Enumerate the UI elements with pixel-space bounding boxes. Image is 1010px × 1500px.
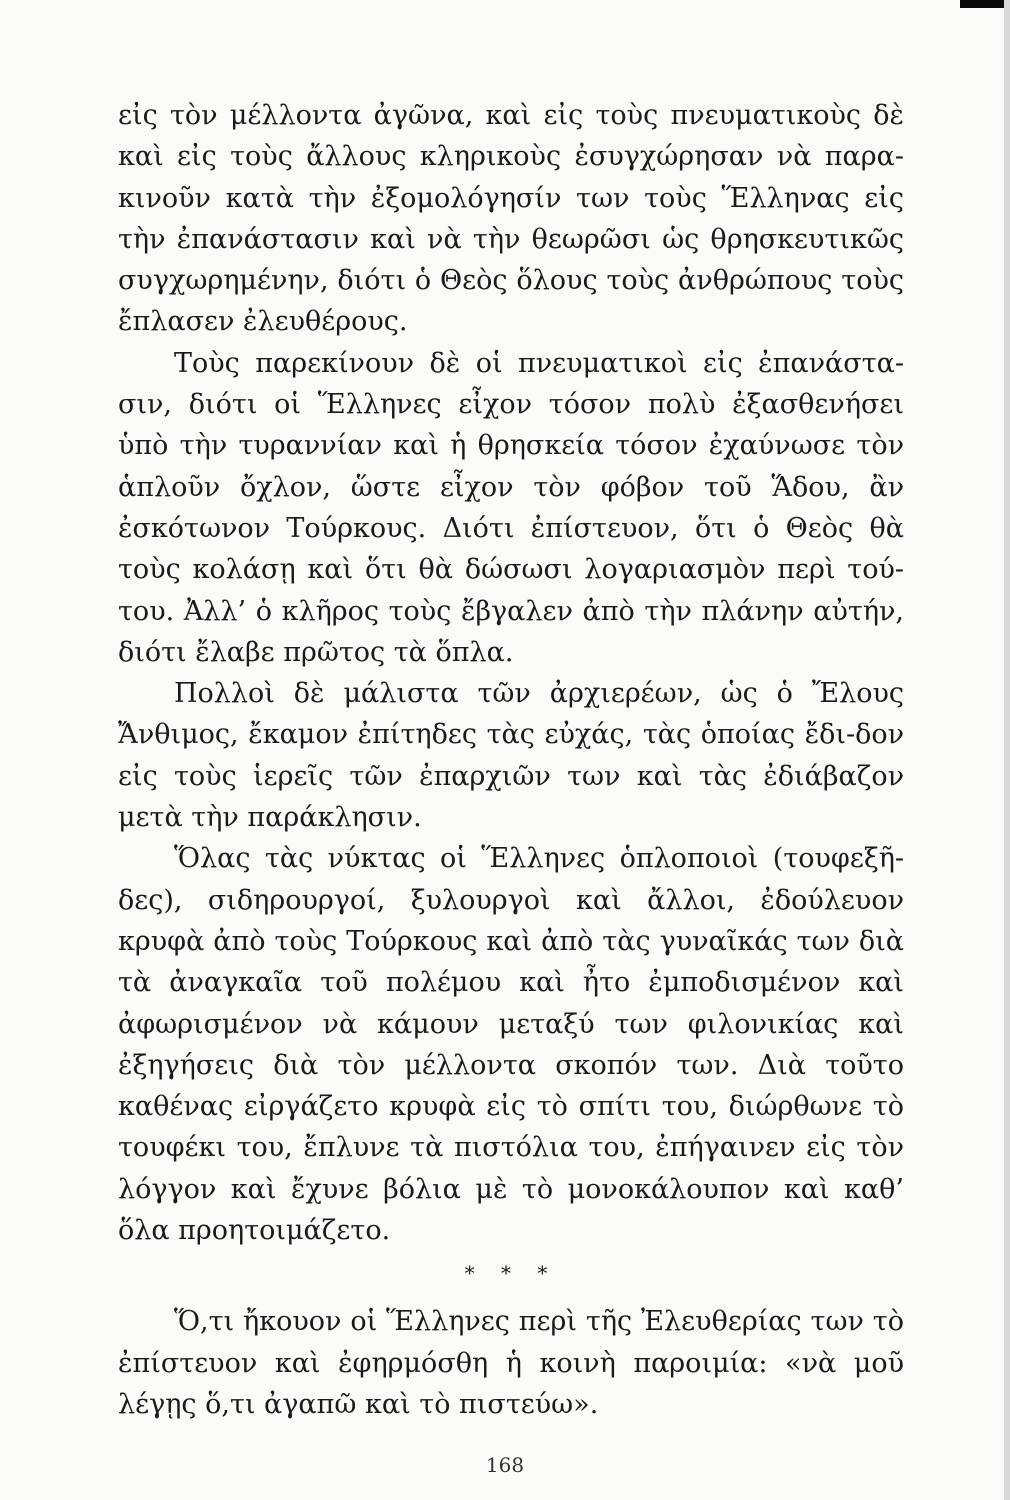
page-body [118, 95, 904, 1425]
paragraph: Ὅ,τι ἤκουον οἱ Ἕλληνες περὶ τῆς Ἐλευθερίας των τὸ ἐπίστευον καὶ ἐφηρμόσθη ἡ κοινὴ παροιμία: «νὰ μοῦ λέγῃς ὅ,τι ἀγαπῶ καὶ τὸ πιστεύω». [118, 1306, 904, 1420]
scan-edge-mark [960, 0, 1010, 8]
paragraph: Τοὺς παρεκίνουν δὲ οἱ πνευματικοὶ εἰς ἐπανάστα-σιν, διότι οἱ Ἕλληνες εἶχον τόσον πολὺ ἐξασθενήσει ὑπὸ τὴν τυραννίαν καὶ ἡ θρησκεία τόσον ἐχαύνωσε τὸν ἁπλοῦν ὄχλον, ὥστε εἶχον τὸν φόβον τοῦ Ἅδου, ἂν ἐσκότωνον Τούρκους. Διότι ἐπίστευον, ὅτι ὁ Θεὸς θὰ τοὺς κολάσῃ καὶ ὅτι θὰ δώσωσι λογαριασμὸν περὶ τού-του. Ἀλλ’ ὁ κλῆρος τοὺς ἔβγαλεν ἀπὸ τὴν πλάνην αὐτήν, διότι ἔλαβε πρῶτος τὰ ὅπλα. [118, 347, 904, 668]
page-number: 168 [485, 1453, 525, 1477]
paragraph: Πολλοὶ δὲ μάλιστα τῶν ἀρχιερέων, ὡς ὁ Ἔλους Ἄνθιμος, ἔκαμον ἐπίτηδες τὰς εὐχάς, τὰς ὁποίας ἔδι-δον εἰς τοὺς ἱερεῖς τῶν ἐπαρχιῶν των καὶ τὰς ἐδιάβαζον μετὰ τὴν παράκλησιν. [118, 678, 904, 834]
section-separator: * * * [464, 1261, 558, 1286]
paragraph-continued: εἰς τὸν μέλλοντα ἀγῶνα, καὶ εἰς τοὺς πνευματικοὺς δὲ καὶ εἰς τοὺς ἄλλους κληρικοὺς ἐσυγχώρησαν νὰ παρα-κινοῦν κατὰ τὴν ἐξομολόγησίν των τοὺς Ἕλληνας εἰς τὴν ἐπανάστασιν καὶ νὰ τὴν θεωρῶσι ὡς θρησκευτικῶς συγχωρημένην, διότι ὁ Θεὸς ὅλους τοὺς ἀνθρώπους τοὺς ἔπλασεν ἐλευθέρους. [118, 100, 904, 338]
scan-edge-shadow [1004, 0, 1010, 1500]
paragraph: Ὅλας τὰς νύκτας οἱ Ἕλληνες ὁπλοποιοὶ (τουφεξῆ-δες), σιδηρουργοί, ξυλουργοὶ καὶ ἄλλοι, ἐδούλευον κρυφὰ ἀπὸ τοὺς Τούρκους καὶ ἀπὸ τὰς γυναῖκάς των διὰ τὰ ἀναγκαῖα τοῦ πολέμου καὶ ἦτο ἐμποδισμένον καὶ ἀφωρισμένον νὰ κάμουν μεταξύ των φιλονικίας καὶ ἐξηγήσεις διὰ τὸν μέλλοντα σκοπόν των. Διὰ τοῦτο καθένας εἰργάζετο κρυφὰ εἰς τὸ σπίτι του, διώρθωνε τὸ τουφέκι του, ἔπλυνε τὰ πιστόλια του, ἐπήγαινεν εἰς τὸν λόγγον καὶ ἔχυνε βόλια μὲ τὸ μονοκάλουπον καὶ καθ’ ὅλα προητοιμάζετο. [118, 843, 904, 1247]
